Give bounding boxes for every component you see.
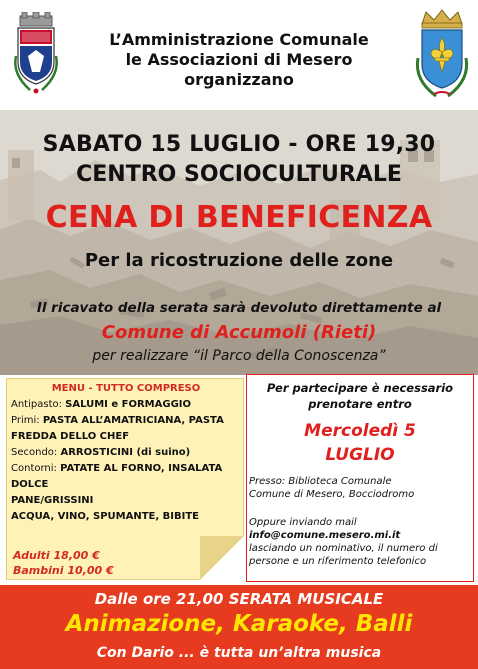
organizers-heading — [80, 30, 398, 90]
event-title: CENA DI BENEFICENZA — [45, 200, 433, 235]
menu-prices — [13, 548, 213, 578]
menu-title: MENU - TUTTO COMPRESO — [51, 383, 201, 394]
booking-heading — [247, 380, 473, 412]
poster-header — [0, 0, 478, 110]
fleur-de-lis-crest-icon — [412, 8, 472, 100]
menu-item: DOLCE — [11, 479, 49, 490]
entertainment-line: Animazione, Karaoke, Balli — [65, 611, 413, 637]
organizer-line-2: le Associazioni di Mesero — [125, 50, 353, 69]
beneficiary-name: Comune di Accumoli (Rieti) — [101, 322, 377, 343]
music-time-line: Dalle ore 21,00 SERATA MUSICALE — [94, 590, 384, 608]
menu-item: ACQUA, VINO, SPUMANTE, BIBITE — [11, 511, 199, 522]
menu-item: FREDDA DELLO CHEF — [11, 431, 130, 442]
organizer-line-1: L’Amministrazione Comunale — [109, 30, 369, 49]
event-venue: CENTRO SOCIOCULTURALE — [76, 162, 402, 187]
booking-heading-line-1: Per partecipare è necessario — [266, 381, 454, 395]
menu-item: Secondo: ARROSTICINI (di suino) — [11, 447, 191, 458]
event-subtitle: Per la ricostruzione delle zone — [84, 250, 394, 271]
booking-deadline — [247, 419, 473, 467]
location-line-2: Comune di Mesero, Bocciodromo — [249, 489, 415, 500]
municipal-crest-icon — [10, 12, 62, 96]
deadline-month: LUGLIO — [325, 445, 395, 465]
purpose-note: per realizzare “il Parco della Conoscenza” — [92, 348, 386, 364]
contact-line-3: persone e un riferimento telefonico — [249, 556, 427, 567]
booking-heading-line-2: prenotare entro — [308, 397, 412, 411]
event-date-time: SABATO 15 LUGLIO - ORE 19,30 — [42, 132, 436, 157]
deadline-day: Mercoledì 5 — [304, 421, 416, 441]
menu-list — [11, 397, 241, 525]
contact-line-1: Oppure inviando mail — [249, 517, 357, 528]
music-banner — [0, 585, 478, 669]
organizer-line-3: organizzano — [184, 70, 294, 89]
booking-contact — [249, 516, 471, 568]
menu-sticky-note — [6, 378, 244, 580]
menu-item: PANE/GRISSINI — [11, 495, 94, 506]
menu-item: Antipasto: SALUMI e FORMAGGIO — [11, 399, 192, 410]
contact-email-link[interactable]: info@comune.mesero.mi.it — [249, 530, 401, 541]
location-line-1: Presso: Biblioteca Comunale — [249, 476, 392, 487]
booking-box — [246, 374, 474, 582]
rubble-background-photo — [0, 110, 478, 375]
price-children: Bambini 10,00 € — [13, 564, 114, 577]
price-adults: Adulti 18,00 € — [13, 549, 100, 562]
proceeds-note: Il ricavato della serata sarà devoluto direttamente al — [36, 300, 442, 316]
host-line: Con Dario ... è tutta un’altra musica — [96, 645, 382, 661]
event-details — [0, 110, 478, 375]
contact-line-2: lasciando un nominativo, il numero di — [249, 543, 438, 554]
menu-item: Primi: PASTA ALL’AMATRICIANA, PASTA — [11, 415, 224, 426]
booking-location — [249, 475, 471, 501]
menu-item: Contorni: PATATE AL FORNO, INSALATA — [11, 463, 223, 474]
